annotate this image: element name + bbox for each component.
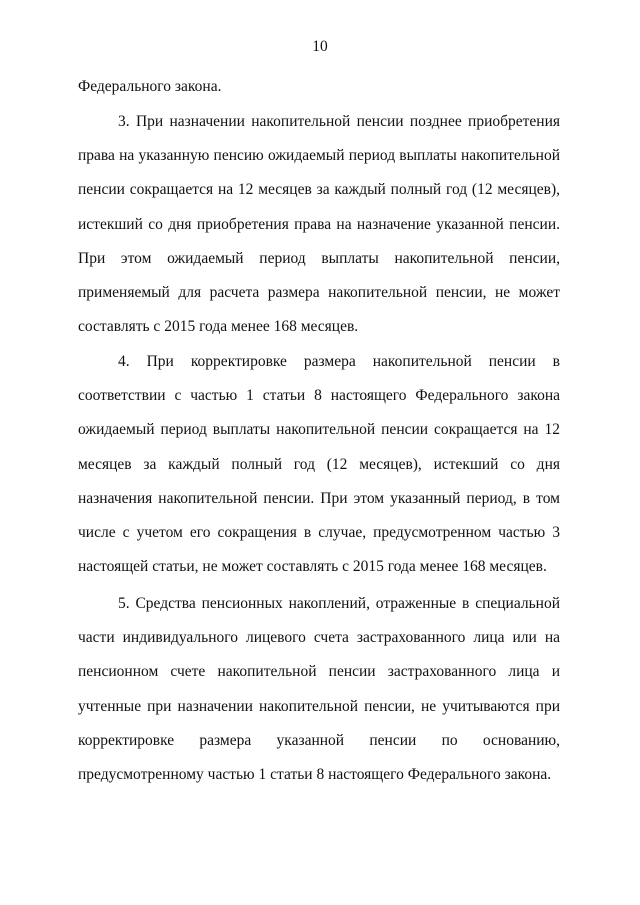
paragraph-text: 5. Средства пенсионных накоплений, отраженные в специальной части индивидуального лицевого счета застрахованного лица или на пенсионном счете накопительной пенсии застрахованного лица и учтенные при назначении накопительной пенсии, не учитываются при корректировке размера указанной пенсии по основанию, предусмотренному частью 1 статьи 8 настоящего Федерального закона.	[78, 595, 560, 784]
paragraph-5	[78, 587, 560, 792]
paragraph-text: Федерального закона.	[78, 78, 222, 95]
paragraph-4	[78, 345, 560, 584]
paragraph-text: 3. При назначении накопительной пенсии позднее приобретения права на указанную пенсию ожидаемый период выплаты накопительной пенсии сокращается на 12 месяцев за каждый полный год (12 месяцев), истекший со дня приобретения права на назначение указанной пенсии. При этом ожидаемый период выплаты накопительной пенсии, применяемый для расчета размера накопительной пенсии, не может составлять с 2015 года менее 168 месяцев.	[78, 113, 560, 336]
paragraph-text: 4. При корректировке размера накопительной пенсии в соответствии с частью 1 статьи 8 настоящего Федерального закона ожидаемый период выплаты накопительной пенсии сокращается на 12 месяцев за каждый полный год (12 месяцев), истекший со дня назначения накопительной пенсии. При этом указанный период, в том числе с учетом его сокращения в случае, предусмотренном частью 3 настоящей статьи, не может составлять с 2015 года менее 168 месяцев.	[78, 353, 560, 576]
page-number: 10	[312, 38, 328, 55]
paragraph-3	[78, 105, 560, 344]
paragraph-continuation	[78, 70, 560, 104]
